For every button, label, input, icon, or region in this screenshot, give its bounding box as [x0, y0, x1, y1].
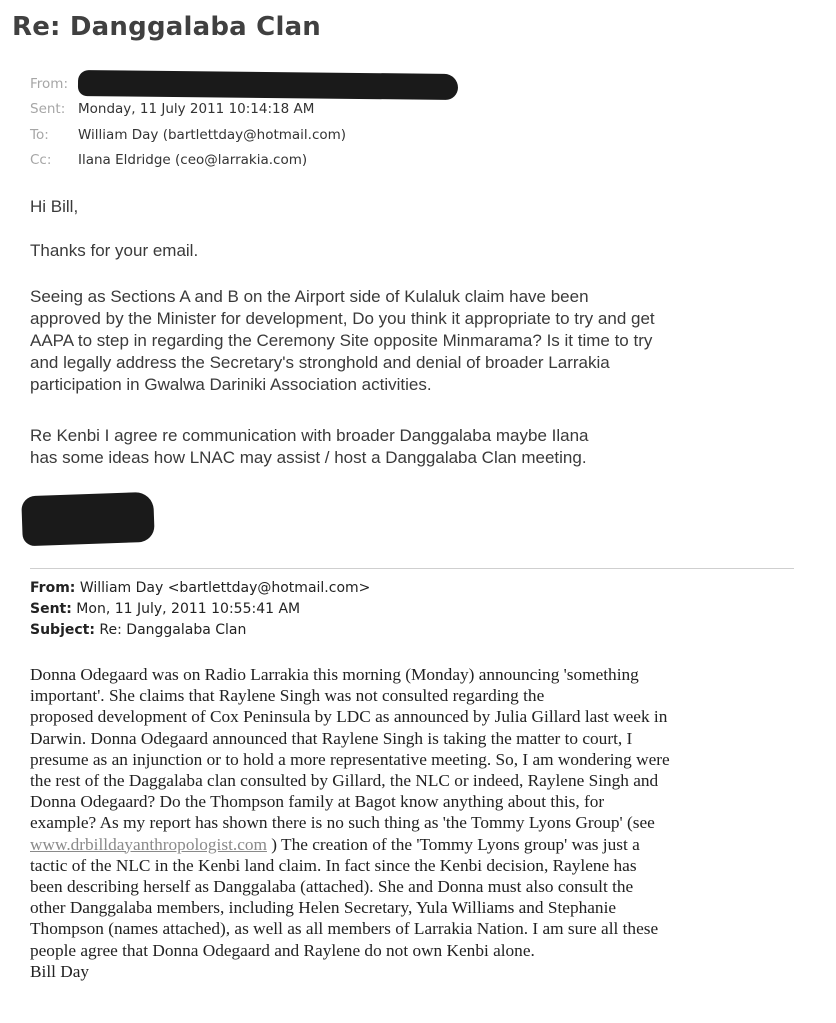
reply-line: Re Kenbi I agree re communication with broader Danggalaba maybe Ilana [30, 426, 589, 445]
redacted-signature [21, 492, 155, 547]
reply-paragraph-1 [30, 286, 770, 396]
cc-row [30, 152, 307, 168]
body-line: been describing herself as Danggalaba (attached). She and Donna must also consult the [30, 877, 634, 897]
email-subject-title: Re: Danggalaba Clan [12, 12, 322, 42]
original-sent-value: Mon, 11 July, 2011 10:55:41 AM [76, 601, 301, 617]
body-line: Donna Odegaard was on Radio Larrakia this morning (Monday) announcing 'something [30, 665, 639, 684]
original-from-value: William Day <bartlettday@hotmail.com> [79, 580, 371, 596]
sent-value: Monday, 11 July 2011 10:14:18 AM [78, 101, 315, 117]
original-from-label: From: [30, 580, 76, 596]
body-line: people agree that Donna Odegaard and Raylene do not own Kenbi alone. [30, 940, 535, 960]
original-subject-row [30, 622, 246, 638]
reply-paragraph-2 [30, 425, 770, 469]
cc-value: Ilana Eldridge (ceo@larrakia.com) [78, 152, 308, 168]
link-line-rest: ) The creation of the 'Tommy Lyons group' was just a [266, 834, 640, 854]
to-row [30, 127, 346, 143]
to-label: To: [30, 127, 49, 143]
body-line: proposed development of Cox Peninsula by LDC as announced by Julia Gillard last week in [30, 707, 668, 727]
body-line: Thompson (names attached), as well as all members of Larrakia Nation. I am sure all these [30, 919, 659, 939]
body-line: presume as an injunction or to hold a more representative meeting. So, I am wondering were [30, 749, 670, 769]
body-line: tactic of the NLC in the Kenbi land claim. In fact since the Kenbi decision, Raylene has [30, 855, 637, 875]
reply-line: approved by the Minister for development, Do you think it appropriate to try and get [30, 309, 655, 328]
body-line: other Danggalaba members, including Helen Secretary, Yula Williams and Stephanie [30, 898, 617, 918]
divider [30, 568, 794, 569]
reply-line: participation in Gwalwa Dariniki Association activities. [30, 375, 432, 394]
original-sent-label: Sent: [30, 601, 72, 617]
body-line: Darwin. Donna Odegaard announced that Raylene Singh is taking the matter to court, I [30, 728, 633, 748]
cc-label: Cc: [30, 152, 52, 168]
sent-row [30, 101, 314, 117]
signature-name: Bill Day [30, 961, 90, 981]
reply-line: AAPA to step in regarding the Ceremony Site opposite Minmarama? Is it time to try [30, 331, 653, 350]
original-subject-value: Re: Danggalaba Clan [99, 622, 247, 638]
original-message-body [30, 664, 802, 982]
original-subject-label: Subject: [30, 622, 95, 638]
greeting: Hi Bill, [30, 197, 79, 216]
original-sent-row [30, 601, 300, 617]
reply-line: Seeing as Sections A and B on the Airport side of Kulaluk claim have been [30, 287, 589, 306]
from-row [30, 76, 78, 92]
reply-line: and legally address the Secretary's stronghold and denial of broader Larrakia [30, 353, 610, 372]
to-value: William Day (bartlettday@hotmail.com) [78, 127, 347, 143]
body-line: important'. She claims that Raylene Singh was not consulted regarding the [30, 686, 545, 706]
original-from-row [30, 580, 370, 596]
redacted-sender [78, 70, 458, 100]
website-link[interactable]: www.drbilldayanthropologist.com [30, 834, 267, 854]
reply-line: has some ideas how LNAC may assist / host a Danggalaba Clan meeting. [30, 448, 587, 467]
body-line: example? As my report has shown there is no such thing as 'the Tommy Lyons Group' (see [30, 813, 655, 833]
body-line-with-link [30, 834, 802, 855]
body-line: the rest of the Daggalaba clan consulted by Gillard, the NLC or indeed, Raylene Singh and [30, 771, 659, 791]
from-label: From: [30, 76, 68, 92]
thanks-line: Thanks for your email. [30, 241, 199, 260]
sent-label: Sent: [30, 101, 66, 117]
body-line: Donna Odegaard? Do the Thompson family at Bagot know anything about this, for [30, 792, 605, 812]
